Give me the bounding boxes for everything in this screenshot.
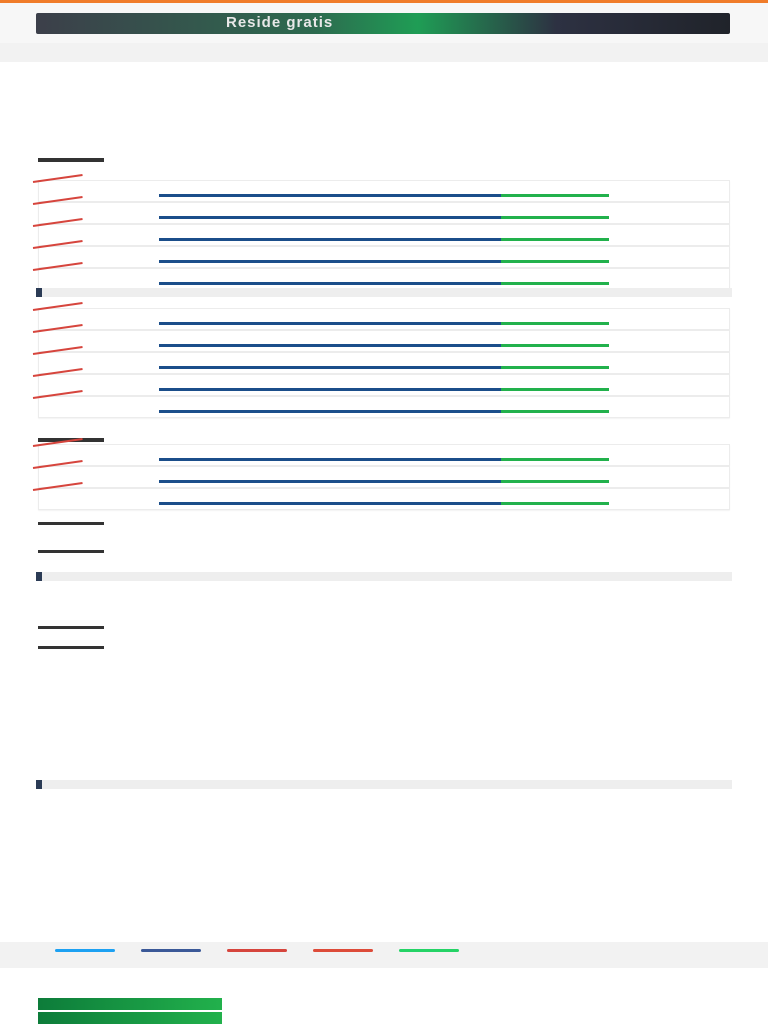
download-progress: [159, 480, 609, 483]
related-thumbnail[interactable]: [38, 998, 222, 1010]
download-progress: [159, 260, 609, 263]
download-card[interactable]: [38, 202, 730, 224]
download-card[interactable]: [38, 268, 730, 290]
site-header: [0, 3, 768, 43]
google-share-button[interactable]: [313, 949, 373, 952]
download-card[interactable]: [38, 444, 730, 466]
download-card[interactable]: [38, 224, 730, 246]
twitter-share-button[interactable]: [55, 949, 115, 952]
related-thumbnail[interactable]: [38, 1012, 222, 1024]
download-progress: [159, 282, 609, 285]
download-progress: [159, 344, 609, 347]
tag-bar: [36, 572, 732, 581]
download-progress: [159, 322, 609, 325]
download-card[interactable]: [38, 352, 730, 374]
subheading-4: [38, 642, 732, 654]
download-progress: [159, 194, 609, 197]
download-progress: [159, 216, 609, 219]
download-card[interactable]: [38, 374, 730, 396]
section-bar: [38, 158, 104, 162]
tag-bar: [36, 288, 732, 297]
share-buttons: [55, 939, 485, 957]
download-progress: [159, 458, 609, 461]
download-progress: [159, 366, 609, 369]
download-card[interactable]: [38, 180, 730, 202]
download-progress: [159, 502, 609, 505]
download-progress: [159, 410, 609, 413]
tag-bar: [36, 780, 732, 789]
download-progress: [159, 388, 609, 391]
subheading-3: [38, 622, 732, 634]
download-card[interactable]: [38, 330, 730, 352]
subheading-2: [38, 546, 732, 558]
article: [0, 62, 768, 942]
download-card[interactable]: [38, 308, 730, 330]
download-card[interactable]: [38, 396, 730, 418]
download-progress: [159, 238, 609, 241]
download-card[interactable]: [38, 246, 730, 268]
download-card[interactable]: [38, 466, 730, 488]
whatsapp-share-button[interactable]: [399, 949, 459, 952]
hero-banner[interactable]: [36, 13, 730, 34]
download-card[interactable]: [38, 488, 730, 510]
facebook-share-button[interactable]: [141, 949, 201, 952]
related-posts: [0, 968, 768, 1024]
banner-title: Reside gratis: [226, 14, 334, 31]
subheading-1: [38, 518, 732, 530]
pinterest-share-button[interactable]: [227, 949, 287, 952]
